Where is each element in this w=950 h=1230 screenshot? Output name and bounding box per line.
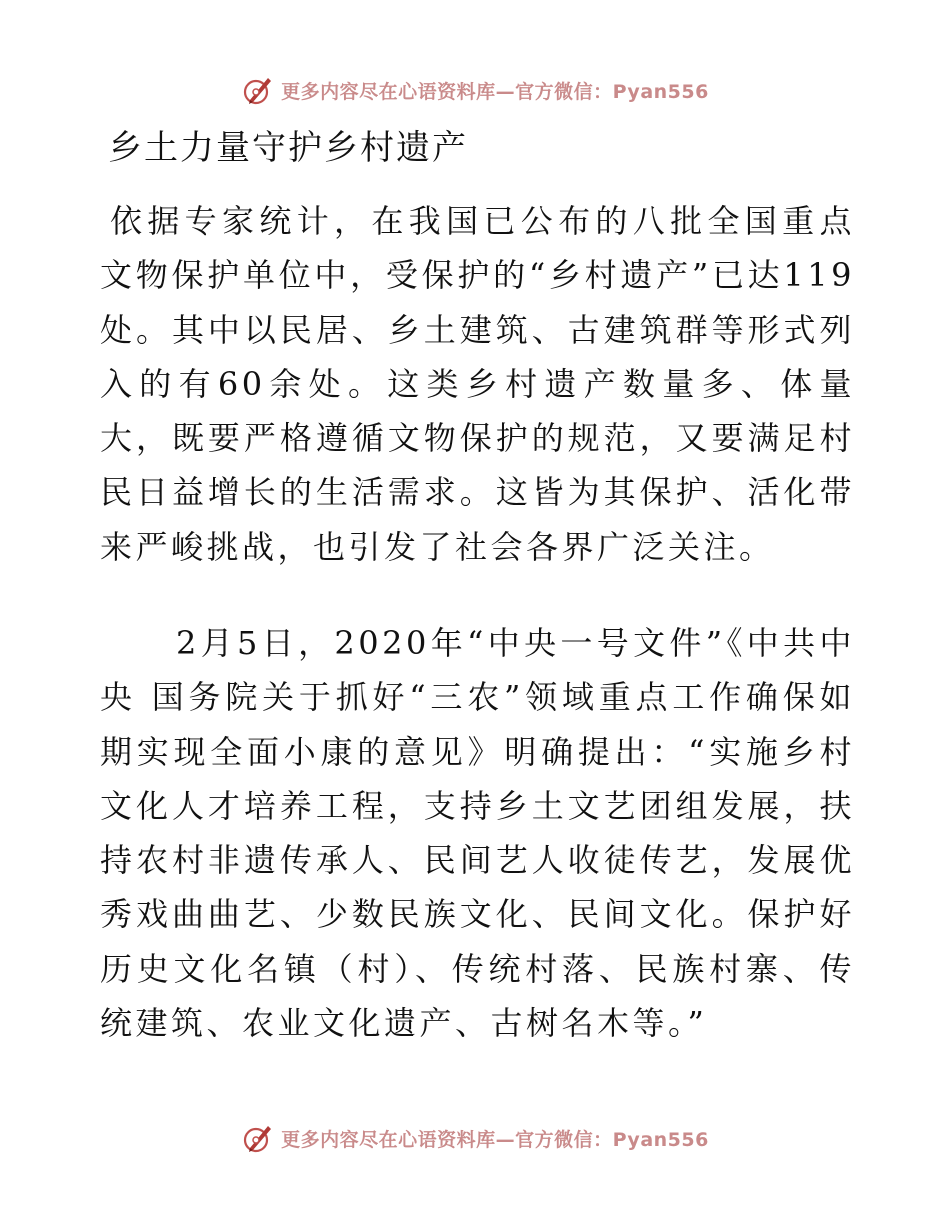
header-banner — [0, 70, 950, 110]
quill-pen-logo-icon — [241, 1121, 275, 1155]
paragraph-1: 依据专家统计，在我国已公布的八批全国重点文物保护单位中，受保护的“乡村遗产”已达119处。其中以民居、乡土建筑、古建筑群等形式列入的有60余处。这类乡村遗产数量多、体量大，既要严格遵循文物保护的规范，又要满足村民日益增长的生活需求。这皆为其保护、活化带来严峻挑战，也引发了社会各界广泛关注。 — [100, 202, 855, 566]
quill-pen-logo-icon — [241, 73, 275, 107]
footer-banner-text: 更多内容尽在心语资料库—官方微信：Pyan556 — [281, 1128, 709, 1151]
paragraph-2: 2月5日，2020年“中央一号文件”《中共中央 国务院关于抓好“三农”领域重点工作确保如期实现全面小康的意见》明确提出：“实施乡村文化人才培养工程，支持乡土文艺团组发展，扶持农村非遗传承人、民间艺人收徒传艺，发展优秀戏曲曲艺、少数民族文化、民间文化。保护好历史文化名镇（村）、传统村落、民族村寨、传统建筑、农业文化遗产、古树名木等。” — [100, 624, 855, 1043]
document-title: 乡土力量守护乡村遗产 — [108, 128, 468, 168]
footer-banner — [0, 1118, 950, 1158]
header-banner-text: 更多内容尽在心语资料库—官方微信：Pyan556 — [281, 80, 709, 103]
